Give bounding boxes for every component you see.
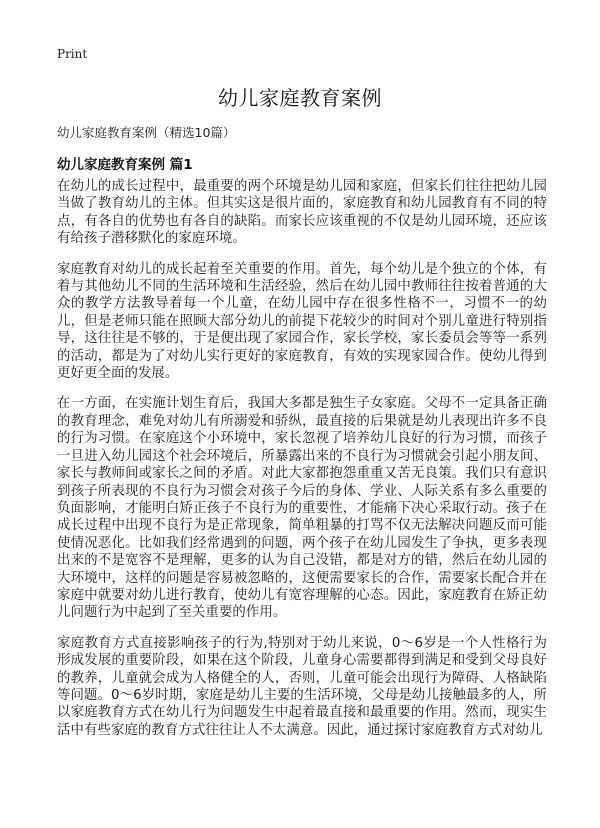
document-subtitle: 幼儿家庭教育案例（精选10篇） xyxy=(57,125,236,140)
paragraph: 在幼儿的成长过程中，最重要的两个环境是幼儿园和家庭，但家长们往往把幼儿园当做了教育幼儿的主体。但其实这是很片面的，家庭教育和幼儿园教育有不同的特点，有各自的优势也有各自的缺陷。而家长应该重视的不仅是幼儿园环境，还应该有给孩子潜移默化的家庭环境。 xyxy=(57,179,547,247)
print-link[interactable]: Print xyxy=(57,47,88,61)
paragraph: 家庭教育对幼儿的成长起着至关重要的作用。首先，每个幼儿是个独立的个体，有着与其他幼儿不同的生活环境和生活经验，然后在幼儿园中教师往往按着普通的大众的教学方法教导着每一个儿童，在幼儿园中存在很多性格不一，习惯不一的幼儿，但是老师只能在照顾大部分幼儿的前提下花较少的时间对个别儿童进行特别指导，这往往是不够的，于是便出现了家园合作，家长学校，家长委员会等等一系列的活动，都是为了对幼儿实行更好的家庭教育，有效的实现家园合作。使幼儿得到更好更全面的发展。 xyxy=(57,261,547,382)
paragraph: 在一方面，在实施计划生育后，我国大多都是独生子女家庭。父母不一定具备正确的教育理念，难免对幼儿有所溺爱和骄纵，最直接的后果就是幼儿表现出许多不良的行为习惯。在家庭这个小环境中，家长忽视了培养幼儿良好的行为习惯，而孩子一旦进入幼儿园这个社会环境后，所暴露出来的不良行为习惯就会引起小朋友间、家长与教师间或家长之间的矛盾。对此大家都抱怨重重又苦无良策。我们只有意识到孩子所表现的不良行为习惯会对孩子今后的身体、学业、人际关系有多么重要的负面影响，才能明白矫正孩子不良行为的重要性，才能痛下决心采取行动。孩子在成长过程中出现不良行为是正常现象，简单粗暴的打骂不仅无法解决问题反而可能使情况恶化。比如我们经常遇到的问题，两个孩子在幼儿园发生了争执，更多表现出来的不是宽容不是理解，更多的认为自己没错，都是对方的错，然后在幼儿园的大环境中，这样的问题是容易被忽略的，这便需要家长的合作，需要家长配合并在家庭中就要对幼儿进行教育，使幼儿有宽容理解的心态。因此，家庭教育在矫正幼儿问题行为中起到了至关重要的作用。 xyxy=(57,396,547,621)
section-heading: 幼儿家庭教育案例 篇1 xyxy=(57,157,193,173)
paragraph: 家庭教育方式直接影响孩子的行为,特别对于幼儿来说，0～6岁是一个人性格行为形成发展的重要阶段，如果在这个阶段，儿童身心需要都得到满足和受到父母良好的教养，儿童就会成为人格健全的人，否则，儿童可能会出现行为障碍、人格缺陷等问题。0～6岁时期，家庭是幼儿主要的生活环境，父母是幼儿接触最多的人，所以家庭教育方式在幼儿行为问题发生中起着最直接和最重要的作用。然而，现实生活中有些家庭的教育方式往往让人不太满意。因此，通过探讨家庭教育方式对幼儿 xyxy=(57,635,547,738)
article-body xyxy=(57,178,547,752)
page-title: 幼儿家庭教育案例 xyxy=(218,86,382,110)
